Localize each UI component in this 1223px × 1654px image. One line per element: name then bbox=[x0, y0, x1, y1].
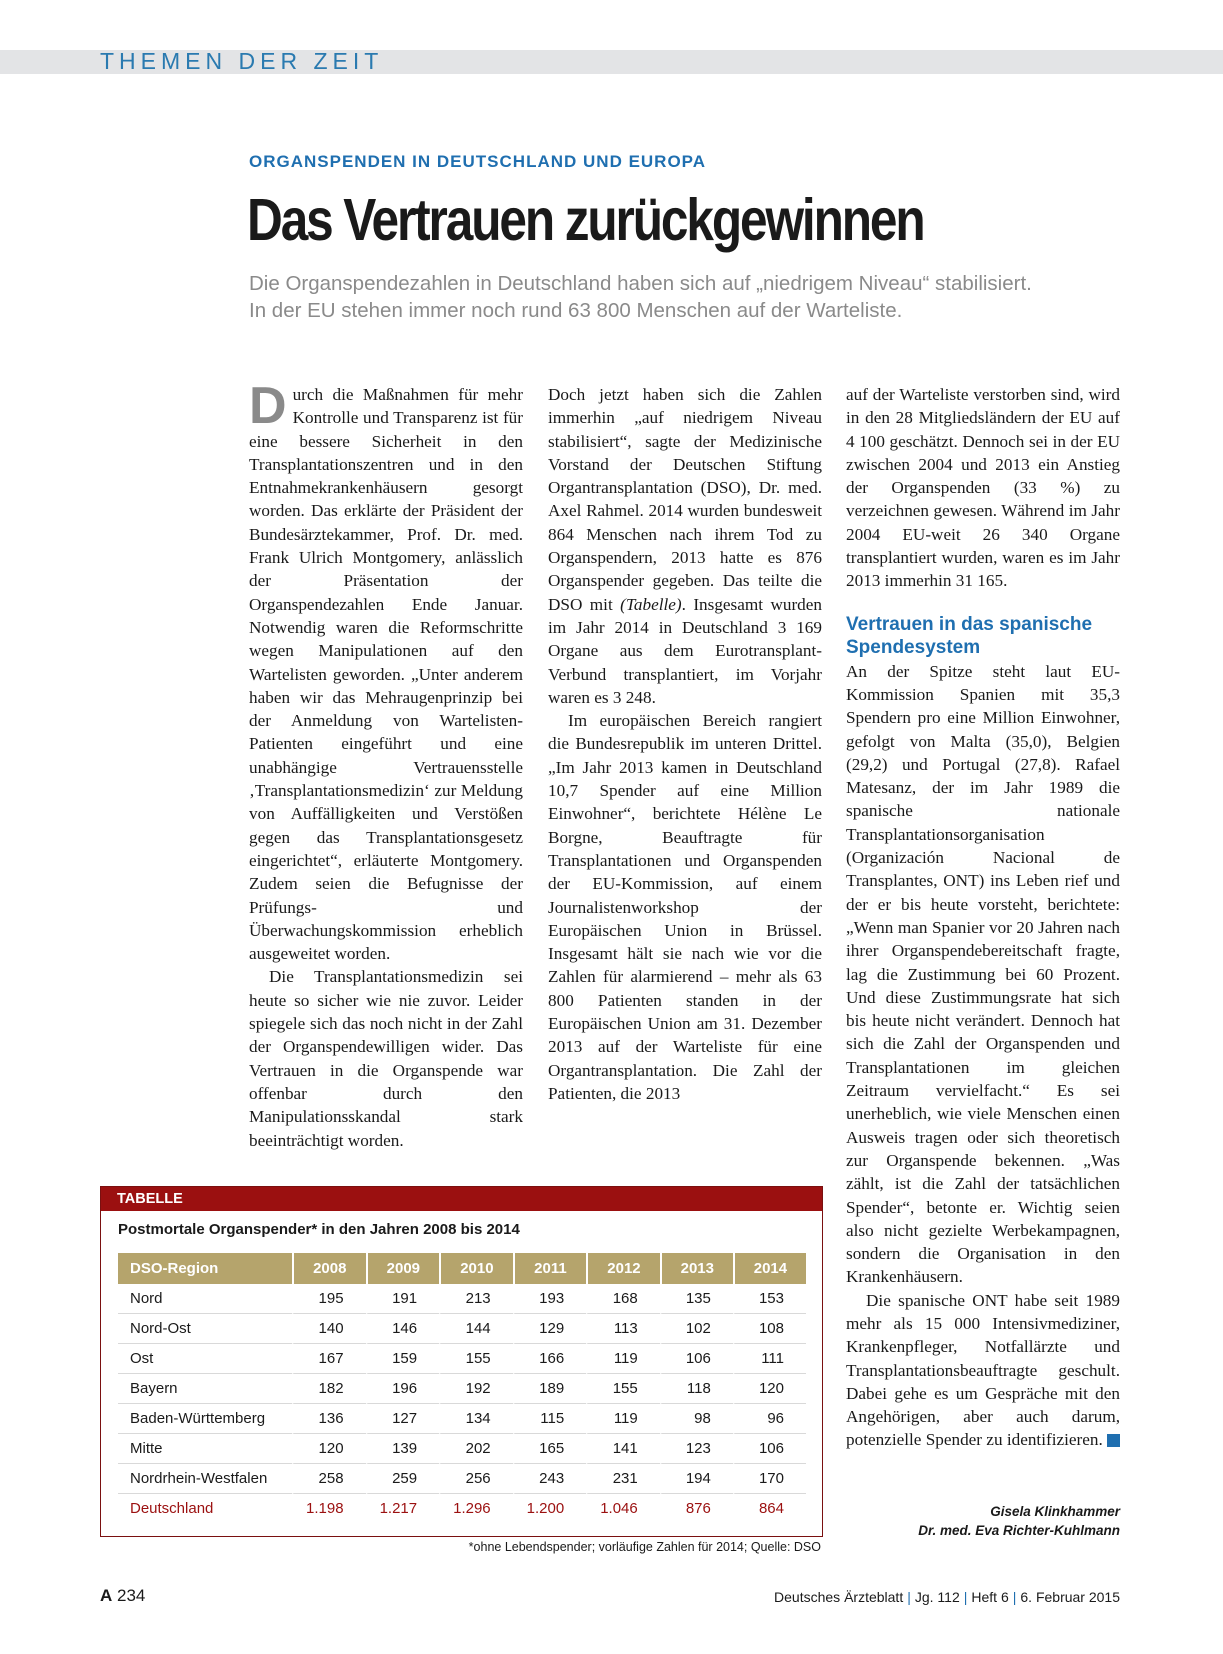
table-cell-value: 153 bbox=[733, 1284, 806, 1314]
article-column-3 bbox=[846, 383, 1120, 1452]
standfirst-line-1: Die Organspendezahlen in Deutschland haben sich auf „niedrigem Niveau“ stabilisiert. bbox=[249, 272, 1032, 295]
table-cell-value: 1.296 bbox=[439, 1494, 513, 1523]
table-row bbox=[118, 1404, 806, 1434]
table-cell-value: 259 bbox=[366, 1464, 440, 1494]
body-paragraph-2-col2: Doch jetzt haben sich die Zahlen immerhin „auf niedrigem Niveau stabilisiert“, sagte der Medizinische Vorstand der Deutschen Stiftung Organtransplantation (DSO), Dr. med. Axel Rahmel. 2014 wurden bundesweit 864 Menschen nach ihrem Tod zu Organspendern, 2013 hatte es 876 Organspender gegeben. Das teilte die DSO mit bbox=[548, 385, 822, 614]
organ-donor-table bbox=[118, 1253, 806, 1523]
table-header-year: 2009 bbox=[366, 1253, 440, 1284]
table-row bbox=[118, 1374, 806, 1404]
table-row bbox=[118, 1284, 806, 1314]
journal-name: Deutsches Ärzteblatt bbox=[774, 1589, 904, 1605]
table-cell-value: 196 bbox=[366, 1374, 440, 1404]
table-cell-value: 876 bbox=[660, 1494, 733, 1523]
table-cell-value: 155 bbox=[439, 1344, 513, 1374]
author-2: Dr. med. Eva Richter-Kuhlmann bbox=[918, 1523, 1120, 1538]
table-cell-value: 115 bbox=[513, 1404, 587, 1434]
table-cell-value: 194 bbox=[660, 1464, 733, 1494]
page-prefix: A bbox=[100, 1586, 113, 1605]
table-row bbox=[118, 1314, 806, 1344]
table-header-row bbox=[118, 1253, 806, 1284]
table-cell-value: 1.198 bbox=[292, 1494, 366, 1523]
table-cell-value: 140 bbox=[292, 1314, 366, 1344]
table-header-year: 2013 bbox=[660, 1253, 733, 1284]
table-reference: (Tabelle) bbox=[620, 594, 682, 614]
table-cell-value: 192 bbox=[439, 1374, 513, 1404]
table-cell-region: Mitte bbox=[118, 1434, 292, 1464]
table-cell-value: 258 bbox=[292, 1464, 366, 1494]
author-1: Gisela Klinkhammer bbox=[990, 1504, 1120, 1519]
section-label: THEMEN DER ZEIT bbox=[100, 48, 384, 74]
table-body bbox=[118, 1284, 806, 1523]
table-cell-value: 144 bbox=[439, 1314, 513, 1344]
page-number-value: 234 bbox=[117, 1586, 146, 1605]
table-cell-value: 135 bbox=[660, 1284, 733, 1314]
table-cell-value: 141 bbox=[586, 1434, 660, 1464]
body-paragraph-5 bbox=[846, 1289, 1120, 1452]
table-cell-value: 202 bbox=[439, 1434, 513, 1464]
table-cell-value: 96 bbox=[733, 1404, 806, 1434]
table-cell-value: 166 bbox=[513, 1344, 587, 1374]
table-cell-value: 127 bbox=[366, 1404, 440, 1434]
table-cell-value: 139 bbox=[366, 1434, 440, 1464]
table-cell-region: Deutschland bbox=[130, 1500, 214, 1517]
table-cell-value: 113 bbox=[586, 1314, 660, 1344]
table-cell-value: 193 bbox=[513, 1284, 587, 1314]
table-cell-value: 167 bbox=[292, 1344, 366, 1374]
table-cell-value: 106 bbox=[660, 1344, 733, 1374]
table-cell-region: Baden-Württemberg bbox=[118, 1404, 292, 1434]
table-row bbox=[118, 1434, 806, 1464]
table-cell-value: 864 bbox=[733, 1494, 806, 1523]
table-row bbox=[118, 1344, 806, 1374]
table-label: TABELLE bbox=[101, 1187, 822, 1211]
table-cell-value: 231 bbox=[586, 1464, 660, 1494]
table-cell-value: 243 bbox=[513, 1464, 587, 1494]
body-paragraph-4: An der Spitze steht laut EU-Kommission Spanien mit 35,3 Spendern pro eine Million Einwohner, gefolgt von Malta (35,0), Belgien (29,2) und Portugal (27,8). Rafael Matesanz, der im Jahr 1989 die spanische nationale Transplantationsorganisation (Organización Nacional de Transplantes, ONT) ins Leben rief und der er bis heute vorsteht, berichtete: „Wenn man Spanier vor 20 Jahren nach ihrer Organspendebereitschaft fragte, lag die Zustimmung bei 60 Prozent. Und diese Zustimmungsrate hat sich bis heute nicht verändert. Dennoch hat sich die Zahl der Organspenden und Transplantationen im gleichen Zeitraum vervielfacht.“ Es sei unerheblich, wie viele Menschen einen Ausweis tragen oder sich theoretisch zur Organspende bekennen. „Was zählt, ist die Zahl der tatsächlichen Spender“, betonte er. Wichtig seien also nicht gezielte Werbekampagnen, sondern die Organisation in den Krankenhäusern. bbox=[846, 661, 1120, 1287]
table-cell-value: 134 bbox=[439, 1404, 513, 1434]
table-cell-value: 1.046 bbox=[586, 1494, 660, 1523]
journal-date: 6. Februar 2015 bbox=[1020, 1589, 1120, 1605]
table-header-year: 2014 bbox=[733, 1253, 806, 1284]
table-title: Postmortale Organspender* in den Jahren 2008 bis 2014 bbox=[118, 1221, 520, 1238]
table-header-year: 2011 bbox=[513, 1253, 587, 1284]
table-cell-value: 191 bbox=[366, 1284, 440, 1314]
table-cell-value: 98 bbox=[660, 1404, 733, 1434]
table-cell-value: 213 bbox=[439, 1284, 513, 1314]
journal-issue: Heft 6 bbox=[971, 1589, 1009, 1605]
table-cell-value: 159 bbox=[366, 1344, 440, 1374]
table-header-year: 2012 bbox=[586, 1253, 660, 1284]
table-cell-value: 136 bbox=[292, 1404, 366, 1434]
table-cell-region: Bayern bbox=[118, 1374, 292, 1404]
article-standfirst bbox=[249, 270, 1169, 324]
article-headline: Das Vertrauen zurückgewinnen bbox=[247, 187, 924, 253]
body-paragraph-1-text: urch die Maßnahmen für mehr Kontrolle und Transparenz ist für eine bessere Sicherheit in den Transplantationszentren und in den Entnahmekrankenhäusern gesorgt worden. Das erklärte der Präsident der Bundesärztekammer, Prof. Dr. med. Frank Ulrich Montgomery, anlässlich der Präsentation der Organspendezahlen Ende Januar. Notwendig waren die Reformschritte wegen Manipulationen auf den Wartelisten geworden. „Unter anderem haben wir das Mehraugenprinzip bei der Anmeldung von Wartelisten-Patienten eingeführt und eine unabhängige Vertrauensstelle ‚Transplantationsmedizin‘ zur Meldung von Auffälligkeiten und Verstößen gegen das Transplantationsgesetz eingerichtet“, erläuterte Montgomery. Zudem seien die Befugnisse der Prüfungs- und Überwachungskommission erheblich ausgeweitet worden. bbox=[249, 385, 523, 964]
table-cell-value: 155 bbox=[586, 1374, 660, 1404]
body-paragraph-3 bbox=[548, 709, 822, 1105]
table-header-year: 2008 bbox=[292, 1253, 366, 1284]
table-cell-value: 120 bbox=[733, 1374, 806, 1404]
table-header-region: DSO-Region bbox=[118, 1253, 292, 1284]
table-cell-value: 123 bbox=[660, 1434, 733, 1464]
dropcap: D bbox=[249, 377, 287, 435]
body-paragraph-3-col3: auf der Warteliste verstorben sind, wird in den 28 Mitgliedsländern der EU auf 4 100 geschätzt. Dennoch sei in der EU zwischen 2004 und 2013 ein Anstieg der Organspenden (33 %) zu verzeichnen gewesen. Während im Jahr 2004 EU-weit 26 340 Organe transplantiert wurden, waren es im Jahr 2013 immerhin 31 165. bbox=[846, 385, 1120, 591]
table-cell-value: 256 bbox=[439, 1464, 513, 1494]
body-paragraph-2-continued bbox=[548, 383, 822, 709]
body-paragraph-2-rest: . Insgesamt wurden im Jahr 2014 in Deutschland 3 169 Organe aus dem Eurotransplant-Verbund transplantiert, im Vorjahr waren es 3 248. bbox=[548, 594, 822, 707]
table-cell-value: 111 bbox=[733, 1344, 806, 1374]
journal-footer: Deutsches Ärzteblatt | Jg. 112 | Heft 6 | 6. Februar 2015 bbox=[774, 1589, 1120, 1605]
table-cell-region: Nordrhein-Westfalen bbox=[118, 1464, 292, 1494]
table-cell-value: 168 bbox=[586, 1284, 660, 1314]
body-paragraph-3-col2: Im europäischen Bereich rangiert die Bundesrepublik im unteren Drittel. „Im Jahr 2013 kamen in Deutschland 10,7 Spender auf eine Million Einwohner“, berichtete Hélène Le Borgne, Beauftragte für Transplantationen und Organspenden der EU-Kommission, auf einem Journalistenworkshop der Europäischen Union in Brüssel. Insgesamt hält sie nach wie vor die Zahlen für alarmierend – mehr als 63 800 Patienten standen in der Europäischen Union am 31. Dezember 2013 auf der Warteliste für eine Organtransplantation. Die Zahl der Patienten, die 2013 bbox=[548, 711, 822, 1103]
table-box bbox=[100, 1186, 823, 1537]
table-cell-value: 118 bbox=[660, 1374, 733, 1404]
body-paragraph-3-continued bbox=[846, 383, 1120, 593]
body-paragraph-5-text: Die spanische ONT habe seit 1989 mehr als 15 000 Intensivmediziner, Krankenpfleger, Notfallärzte und Transplantationsbeauftragte geschult. Dabei gehe es um Gespräche mit den Angehörigen, aber auch darum, potenzielle Spender zu identifizieren. bbox=[846, 1290, 1120, 1450]
end-of-article-marker bbox=[1107, 1434, 1120, 1447]
table-cell-value: 120 bbox=[292, 1434, 366, 1464]
page-number bbox=[100, 1586, 145, 1606]
article-column-2 bbox=[548, 383, 822, 1105]
standfirst-line-2: In der EU stehen immer noch rund 63 800 Menschen auf der Warteliste. bbox=[249, 299, 903, 322]
body-paragraph-2-start bbox=[249, 965, 523, 1151]
subheading: Vertrauen in das spanische Spendesystem bbox=[846, 613, 1093, 658]
body-paragraph-1 bbox=[249, 377, 523, 965]
article-kicker: ORGANSPENDEN IN DEUTSCHLAND UND EUROPA bbox=[249, 152, 707, 171]
article-column-1 bbox=[249, 377, 523, 1152]
table-cell-value: 1.200 bbox=[513, 1494, 587, 1523]
table-cell-region: Nord-Ost bbox=[118, 1314, 292, 1344]
table-cell-value: 119 bbox=[586, 1404, 660, 1434]
table-row bbox=[118, 1464, 806, 1494]
table-cell-value: 1.217 bbox=[366, 1494, 440, 1523]
table-cell-region: Nord bbox=[118, 1284, 292, 1314]
table-cell-value: 182 bbox=[292, 1374, 366, 1404]
table-cell-value: 129 bbox=[513, 1314, 587, 1344]
table-cell-value: 106 bbox=[733, 1434, 806, 1464]
table-header-year: 2010 bbox=[439, 1253, 513, 1284]
table-cell-value: 146 bbox=[366, 1314, 440, 1344]
table-cell-value: 108 bbox=[733, 1314, 806, 1344]
table-cell-region: Ost bbox=[118, 1344, 292, 1374]
table-cell-value: 189 bbox=[513, 1374, 587, 1404]
table-cell-value: 102 bbox=[660, 1314, 733, 1344]
table-cell-value: 119 bbox=[586, 1344, 660, 1374]
table-cell-value: 195 bbox=[292, 1284, 366, 1314]
table-cell-value: 165 bbox=[513, 1434, 587, 1464]
table-cell-value: 170 bbox=[733, 1464, 806, 1494]
journal-volume: Jg. 112 bbox=[914, 1589, 960, 1605]
table-row bbox=[118, 1494, 806, 1523]
table-footnote: *ohne Lebendspender; vorläufige Zahlen für 2014; Quelle: DSO bbox=[468, 1540, 821, 1554]
body-paragraph-2-col1: Die Transplantationsmedizin sei heute so sicher wie nie zuvor. Leider spiegele sich das noch nicht in der Zahl der Organspendewilligen wider. Das Vertrauen in die Organspende war offenbar durch den Manipulationsskandal stark beeinträchtigt worden. bbox=[249, 967, 523, 1150]
